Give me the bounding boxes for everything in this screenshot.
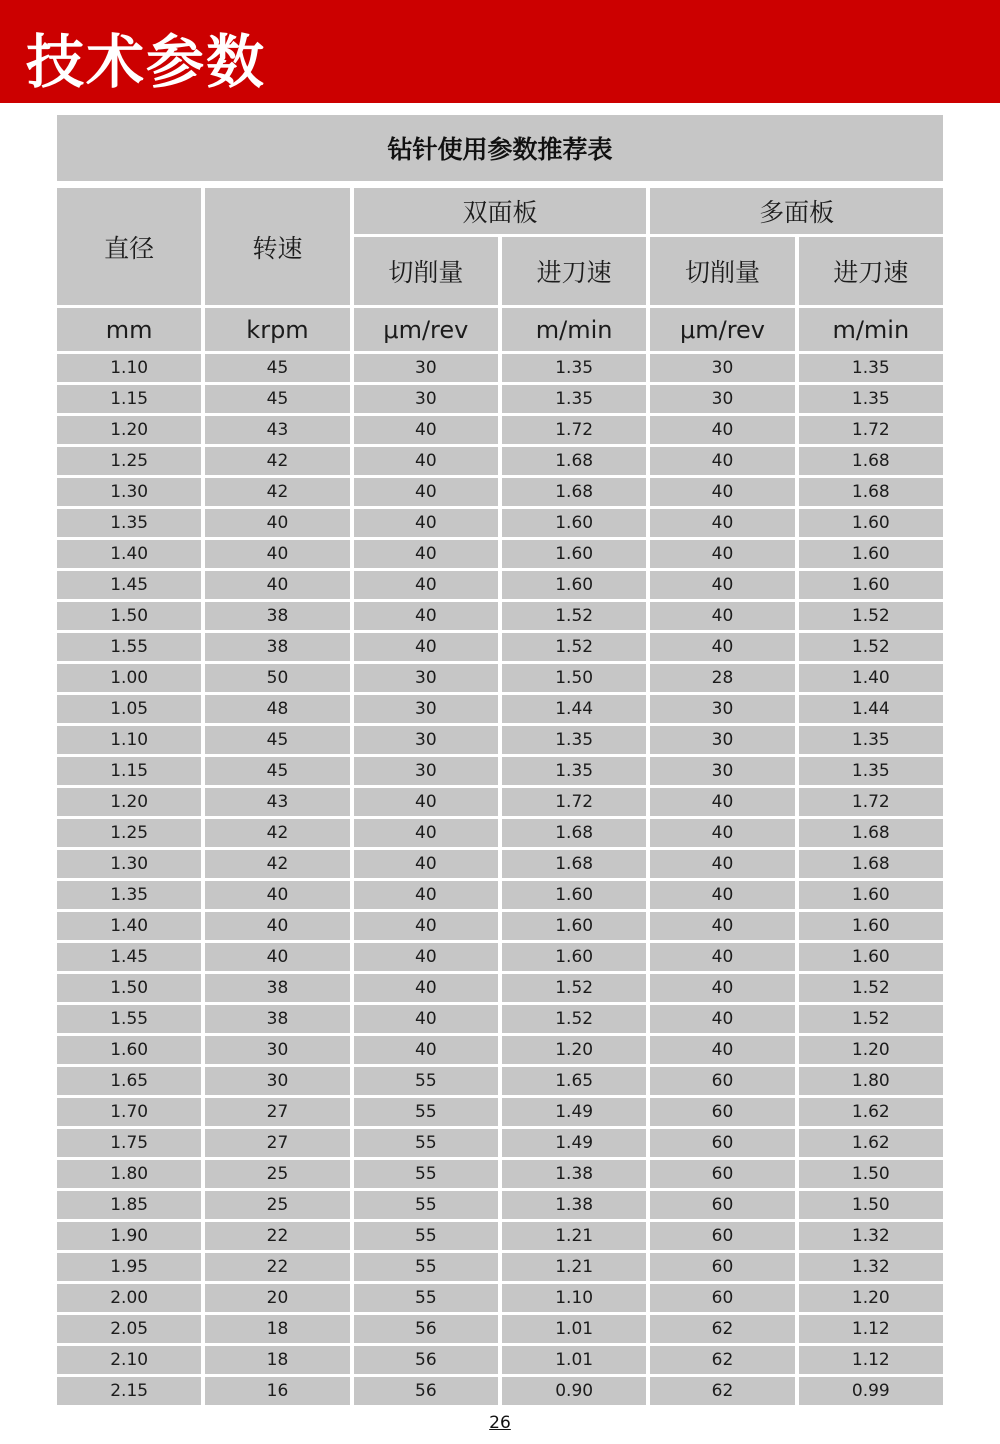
table-cell: 30 (354, 354, 498, 382)
page-title: 技术参数 (26, 28, 267, 96)
table-cell: 40 (354, 416, 498, 444)
table-cell: 30 (354, 385, 498, 413)
table-cell: 1.60 (502, 509, 646, 537)
table-cell: 62 (650, 1346, 794, 1374)
unit-m-min-multi: m/min (799, 308, 943, 351)
table-cell: 40 (650, 416, 794, 444)
table-cell: 56 (354, 1346, 498, 1374)
table-cell: 1.00 (57, 664, 201, 692)
table-cell: 1.75 (57, 1129, 201, 1157)
table-cell: 60 (650, 1067, 794, 1095)
table-cell: 60 (650, 1284, 794, 1312)
table-cell: 1.72 (799, 788, 943, 816)
table-cell: 42 (205, 447, 349, 475)
table-cell: 18 (205, 1346, 349, 1374)
table-cell: 55 (354, 1129, 498, 1157)
table-cell: 1.35 (502, 385, 646, 413)
table-cell: 40 (650, 540, 794, 568)
unit-krpm: krpm (205, 308, 349, 351)
table-cell: 1.35 (57, 881, 201, 909)
table-cell: 1.01 (502, 1315, 646, 1343)
table-cell: 1.65 (502, 1067, 646, 1095)
table-cell: 60 (650, 1129, 794, 1157)
table-cell: 55 (354, 1191, 498, 1219)
table-cell: 1.21 (502, 1222, 646, 1250)
table-cell: 1.60 (799, 571, 943, 599)
table-cell: 2.15 (57, 1377, 201, 1405)
table-cell: 38 (205, 602, 349, 630)
table-cell: 1.38 (502, 1160, 646, 1188)
table-cell: 0.99 (799, 1377, 943, 1405)
table-cell: 1.60 (799, 881, 943, 909)
table-cell: 40 (650, 602, 794, 630)
table-cell: 1.35 (502, 726, 646, 754)
table-cell: 1.50 (799, 1160, 943, 1188)
header-chip-load-double: 切削量 (354, 237, 498, 305)
table-cell: 30 (650, 354, 794, 382)
table-cell: 43 (205, 416, 349, 444)
table-cell: 40 (354, 1005, 498, 1033)
table-cell: 1.50 (57, 602, 201, 630)
table-cell: 0.90 (502, 1377, 646, 1405)
table-cell: 1.10 (57, 354, 201, 382)
table-cell: 48 (205, 695, 349, 723)
table-cell: 1.60 (502, 540, 646, 568)
table-cell: 25 (205, 1160, 349, 1188)
table-cell: 1.68 (799, 478, 943, 506)
table-cell: 30 (354, 695, 498, 723)
header-multi-layer-board: 多面板 (650, 188, 943, 234)
table-cell: 1.50 (57, 974, 201, 1002)
table-cell: 60 (650, 1253, 794, 1281)
table-cell: 1.68 (799, 819, 943, 847)
table-cell: 1.10 (502, 1284, 646, 1312)
table-cell: 43 (205, 788, 349, 816)
table-cell: 1.72 (502, 788, 646, 816)
table-cell: 1.60 (799, 540, 943, 568)
table-cell: 40 (354, 509, 498, 537)
unit-mm: mm (57, 308, 201, 351)
table-cell: 1.12 (799, 1346, 943, 1374)
table-cell: 45 (205, 757, 349, 785)
table-cell: 1.68 (502, 850, 646, 878)
table-cell: 1.35 (799, 385, 943, 413)
title-banner (0, 0, 1000, 103)
table-cell: 1.44 (502, 695, 646, 723)
table-cell: 50 (205, 664, 349, 692)
header-feed-rate-double: 进刀速 (502, 237, 646, 305)
header-feed-rate-multi: 进刀速 (799, 237, 943, 305)
table-cell: 1.49 (502, 1098, 646, 1126)
table-cell: 1.30 (57, 478, 201, 506)
table-cell: 2.00 (57, 1284, 201, 1312)
table-cell: 1.62 (799, 1129, 943, 1157)
table-cell: 45 (205, 385, 349, 413)
table-cell: 20 (205, 1284, 349, 1312)
table-cell: 1.60 (799, 912, 943, 940)
table-cell: 40 (650, 571, 794, 599)
table-cell: 62 (650, 1315, 794, 1343)
table-cell: 1.49 (502, 1129, 646, 1157)
table-cell: 1.55 (57, 633, 201, 661)
table-cell: 45 (205, 726, 349, 754)
table-cell: 55 (354, 1160, 498, 1188)
table-cell: 30 (205, 1036, 349, 1064)
table-cell: 1.68 (502, 447, 646, 475)
unit-m-min-double: m/min (502, 308, 646, 351)
table-cell: 60 (650, 1160, 794, 1188)
table-cell: 40 (354, 912, 498, 940)
table-cell: 40 (354, 788, 498, 816)
table-cell: 30 (354, 726, 498, 754)
table-cell: 55 (354, 1284, 498, 1312)
table-cell: 1.40 (57, 540, 201, 568)
table-cell: 40 (650, 850, 794, 878)
table-cell: 1.20 (57, 416, 201, 444)
table-cell: 1.50 (502, 664, 646, 692)
table-cell: 40 (205, 881, 349, 909)
table-cell: 30 (354, 664, 498, 692)
table-cell: 1.12 (799, 1315, 943, 1343)
table-cell: 2.10 (57, 1346, 201, 1374)
table-cell: 40 (205, 912, 349, 940)
table-cell: 40 (650, 943, 794, 971)
table-cell: 38 (205, 1005, 349, 1033)
table-cell: 30 (205, 1067, 349, 1095)
unit-um-rev-multi: μm/rev (650, 308, 794, 351)
table-cell: 40 (354, 571, 498, 599)
table-cell: 30 (650, 726, 794, 754)
table-cell: 1.25 (57, 819, 201, 847)
table-cell: 1.35 (799, 354, 943, 382)
table-cell: 1.20 (799, 1284, 943, 1312)
table-cell: 1.60 (799, 943, 943, 971)
table-cell: 40 (650, 1036, 794, 1064)
table-cell: 42 (205, 478, 349, 506)
table-cell: 1.20 (57, 788, 201, 816)
table-cell: 40 (354, 850, 498, 878)
table-cell: 1.35 (57, 509, 201, 537)
table-cell: 30 (650, 385, 794, 413)
table-cell: 1.15 (57, 757, 201, 785)
table-cell: 1.72 (502, 416, 646, 444)
table-cell: 1.90 (57, 1222, 201, 1250)
table-cell: 40 (650, 1005, 794, 1033)
table-cell: 1.20 (799, 1036, 943, 1064)
table-cell: 60 (650, 1191, 794, 1219)
table-cell: 2.05 (57, 1315, 201, 1343)
table-cell: 1.44 (799, 695, 943, 723)
table-cell: 40 (650, 633, 794, 661)
table-cell: 1.60 (502, 943, 646, 971)
table-cell: 1.68 (799, 447, 943, 475)
table-cell: 40 (354, 447, 498, 475)
table-cell: 40 (205, 571, 349, 599)
table-cell: 40 (205, 943, 349, 971)
table-cell: 18 (205, 1315, 349, 1343)
table-cell: 1.65 (57, 1067, 201, 1095)
table-cell: 1.35 (502, 757, 646, 785)
table-cell: 1.35 (799, 726, 943, 754)
page-number: 26 (489, 1413, 511, 1433)
table-cell: 40 (354, 819, 498, 847)
header-diameter: 直径 (57, 188, 201, 305)
table-cell: 1.20 (502, 1036, 646, 1064)
table-cell: 1.80 (799, 1067, 943, 1095)
table-cell: 60 (650, 1098, 794, 1126)
table-cell: 38 (205, 974, 349, 1002)
table-cell: 55 (354, 1098, 498, 1126)
table-cell: 1.40 (57, 912, 201, 940)
table-cell: 56 (354, 1315, 498, 1343)
table-cell: 1.38 (502, 1191, 646, 1219)
table-cell: 40 (354, 881, 498, 909)
table-cell: 56 (354, 1377, 498, 1405)
table-cell: 22 (205, 1253, 349, 1281)
table-cell: 27 (205, 1129, 349, 1157)
parameter-sheet (57, 115, 943, 1433)
table-cell: 1.25 (57, 447, 201, 475)
table-cell: 1.10 (57, 726, 201, 754)
page-footer (57, 1413, 943, 1433)
table-cell: 1.52 (502, 1005, 646, 1033)
unit-um-rev-double: μm/rev (354, 308, 498, 351)
table-cell: 1.52 (799, 602, 943, 630)
table-cell: 60 (650, 1222, 794, 1250)
table-cell: 40 (650, 881, 794, 909)
table-cell: 40 (354, 602, 498, 630)
table-cell: 1.30 (57, 850, 201, 878)
table-cell: 1.60 (502, 571, 646, 599)
table-cell: 40 (354, 974, 498, 1002)
table-cell: 22 (205, 1222, 349, 1250)
table-cell: 1.52 (799, 974, 943, 1002)
table-cell: 1.35 (502, 354, 646, 382)
table-cell: 40 (205, 509, 349, 537)
table-cell: 55 (354, 1067, 498, 1095)
table-cell: 1.68 (502, 478, 646, 506)
table-cell: 1.01 (502, 1346, 646, 1374)
table-cell: 40 (650, 447, 794, 475)
table-cell: 38 (205, 633, 349, 661)
table-cell: 40 (354, 633, 498, 661)
table-cell: 16 (205, 1377, 349, 1405)
table-cell: 1.21 (502, 1253, 646, 1281)
header-chip-load-multi: 切削量 (650, 237, 794, 305)
table-cell: 40 (650, 912, 794, 940)
table-cell: 42 (205, 819, 349, 847)
table-cell: 1.52 (502, 633, 646, 661)
table-cell: 55 (354, 1253, 498, 1281)
table-cell: 1.70 (57, 1098, 201, 1126)
table-cell: 1.52 (502, 602, 646, 630)
table-cell: 40 (650, 509, 794, 537)
table-cell: 1.45 (57, 571, 201, 599)
table-cell: 40 (205, 540, 349, 568)
table-cell: 1.35 (799, 757, 943, 785)
table-cell: 1.32 (799, 1222, 943, 1250)
table-cell: 1.60 (502, 881, 646, 909)
table-cell: 1.60 (502, 912, 646, 940)
table-cell: 1.32 (799, 1253, 943, 1281)
table-title: 钻针使用参数推荐表 (57, 115, 943, 181)
table-cell: 1.55 (57, 1005, 201, 1033)
table-cell: 30 (354, 757, 498, 785)
table-cell: 1.62 (799, 1098, 943, 1126)
table-cell: 55 (354, 1222, 498, 1250)
table-cell: 1.05 (57, 695, 201, 723)
table-cell: 1.95 (57, 1253, 201, 1281)
table-cell: 40 (650, 478, 794, 506)
table-cell: 1.15 (57, 385, 201, 413)
header-speed: 转速 (205, 188, 349, 305)
header-double-sided-board: 双面板 (354, 188, 647, 234)
table-cell: 1.52 (799, 633, 943, 661)
table-cell: 40 (354, 943, 498, 971)
table-cell: 42 (205, 850, 349, 878)
table-cell: 1.68 (502, 819, 646, 847)
table-cell: 1.60 (57, 1036, 201, 1064)
table-cell: 30 (650, 757, 794, 785)
table-cell: 1.45 (57, 943, 201, 971)
table-cell: 1.85 (57, 1191, 201, 1219)
table-cell: 62 (650, 1377, 794, 1405)
table-cell: 40 (650, 974, 794, 1002)
table-cell: 40 (650, 819, 794, 847)
table-cell: 1.50 (799, 1191, 943, 1219)
table-cell: 40 (650, 788, 794, 816)
table-cell: 40 (354, 478, 498, 506)
table-cell: 1.52 (799, 1005, 943, 1033)
table-cell: 1.52 (502, 974, 646, 1002)
table-cell: 1.72 (799, 416, 943, 444)
table-cell: 45 (205, 354, 349, 382)
table-cell: 40 (354, 1036, 498, 1064)
table-cell: 1.40 (799, 664, 943, 692)
table-cell: 1.60 (799, 509, 943, 537)
table-cell: 25 (205, 1191, 349, 1219)
table-cell: 28 (650, 664, 794, 692)
table-cell: 1.68 (799, 850, 943, 878)
table-cell: 40 (354, 540, 498, 568)
table-cell: 1.80 (57, 1160, 201, 1188)
table-cell: 30 (650, 695, 794, 723)
table-cell: 27 (205, 1098, 349, 1126)
table-grid (57, 188, 943, 1405)
